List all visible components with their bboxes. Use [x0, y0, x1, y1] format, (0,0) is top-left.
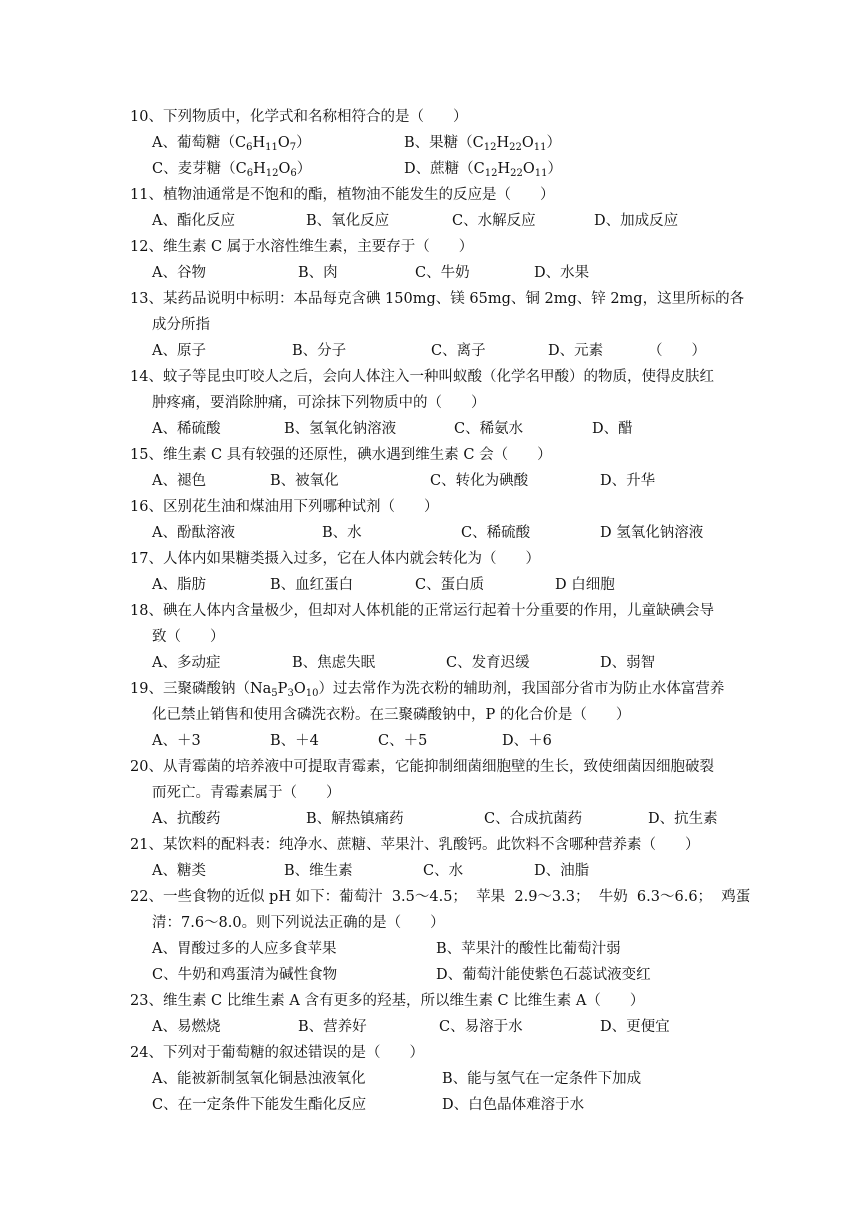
question-10-option-d: D、蔗糖$(C_{12}H_{22}O_{11})$ [404, 161, 562, 179]
question-14-option-d: D、醋 [592, 421, 633, 437]
question-15-option-c: C、转化为碘酸 [430, 473, 529, 489]
question-21-option-a: A、糖类 [152, 863, 206, 879]
question-10-option-a: A、葡萄糖$(C_6H_{11}O_7)$ [152, 135, 311, 153]
question-11-option-d: D、加成反应 [594, 213, 679, 229]
question-19-option-d: D、＋6 [502, 733, 552, 749]
question-16-option-b: B、水 [322, 525, 362, 541]
question-13-answer-blank: （ ） [648, 343, 706, 359]
question-13-option-d: D、元素 [548, 343, 604, 359]
question-17-stem: 17、人体内如果糖类摄入过多，它在人体内就会转化为（ ） [130, 551, 540, 567]
question-23-option-b: B、营养好 [298, 1019, 367, 1035]
question-13-option-b: B、分子 [292, 343, 347, 359]
question-12-stem: 12、维生素 C 属于水溶性维生素，主要存于（ ） [130, 239, 474, 255]
question-19-option-c: C、＋5 [378, 733, 428, 749]
question-21-stem: 21、某饮料的配料表：纯净水、蔗糖、苹果汁、乳酸钙。此饮料不含哪种营养素（ ） [130, 837, 700, 853]
question-20-stem-cont: 而死亡。青霉素属于（ ） [152, 785, 341, 801]
question-20-stem: 20、从青霉菌的培养液中可提取青霉素，它能抑制细菌细胞壁的生长，致使细菌因细胞破裂 [130, 759, 714, 775]
question-17-option-d: D 白细胞 [555, 577, 615, 593]
question-23-option-d: D、更便宜 [600, 1019, 670, 1035]
question-23-stem: 23、维生素 C 比维生素 A 含有更多的羟基，所以维生素 C 比维生素 A（ ） [130, 993, 645, 1009]
question-18-option-a: A、多动症 [152, 655, 221, 671]
question-18-option-b: B、焦虑失眠 [292, 655, 376, 671]
question-17-option-c: C、蛋白质 [415, 577, 485, 593]
question-22-option-c: C、牛奶和鸡蛋清为碱性食物 [152, 967, 338, 983]
question-13-option-c: C、离子 [431, 343, 486, 359]
question-16-option-c: C、稀硫酸 [461, 525, 531, 541]
question-20-option-b: B、解热镇痛药 [306, 811, 404, 827]
question-10-option-b: B、果糖$(C_{12}H_{22}O_{11})$ [404, 135, 561, 153]
question-14-stem-cont: 肿疼痛，要消除肿痛，可涂抹下列物质中的（ ） [152, 395, 486, 411]
question-12-option-c: C、牛奶 [415, 265, 470, 281]
question-19-option-a: A、＋3 [152, 733, 201, 749]
question-19-option-b: B、＋4 [270, 733, 319, 749]
question-22-stem: 22、一些食物的近似 pH 如下：葡萄汁 3.5～4.5； 苹果 2.9～3.3； 牛奶 6.3～6.6； 鸡蛋 [130, 889, 751, 905]
question-16-option-d: D 氢氧化钠溶液 [600, 525, 704, 541]
question-21-option-d: D、油脂 [534, 863, 590, 879]
question-21-option-b: B、维生素 [284, 863, 353, 879]
question-22-option-d: D、葡萄汁能使紫色石蕊试液变红 [436, 967, 651, 983]
question-22-stem-cont: 清：7.6～8.0。则下列说法正确的是（ ） [152, 915, 445, 931]
question-14-option-c: C、稀氨水 [454, 421, 524, 437]
question-13-option-a: A、原子 [152, 343, 206, 359]
question-10-option-c: C、麦芽糖$(C_6H_{12}O_6)$ [152, 161, 312, 179]
question-16-option-a: A、酚酞溶液 [152, 525, 235, 541]
question-19-stem-cont: 化已禁止销售和使用含磷洗衣粉。在三聚磷酸钠中，P 的化合价是（ ） [152, 707, 631, 723]
question-10-stem: 10、下列物质中，化学式和名称相符合的是（ ） [130, 109, 468, 125]
question-14-option-a: A、稀硫酸 [152, 421, 221, 437]
question-18-option-c: C、发育迟缓 [446, 655, 530, 671]
question-11-option-a: A、酯化反应 [152, 213, 235, 229]
question-12-option-a: A、谷物 [152, 265, 206, 281]
question-24-option-b: B、能与氢气在一定条件下加成 [442, 1071, 642, 1087]
question-20-option-d: D、抗生素 [648, 811, 718, 827]
question-17-option-b: B、血红蛋白 [270, 577, 354, 593]
question-20-option-a: A、抗酸药 [152, 811, 221, 827]
question-22-option-a: A、胃酸过多的人应多食苹果 [152, 941, 337, 957]
question-13-stem: 13、某药品说明中标明：本品每克含碘 150mg、镁 65mg、铜 2mg、锌 2mg，这里所标的各 [130, 291, 745, 307]
question-14-stem: 14、蚊子等昆虫叮咬人之后，会向人体注入一种叫蚁酸（化学名甲酸）的物质，使得皮肤红 [130, 369, 714, 385]
question-24-option-d: D、白色晶体难溶于水 [442, 1097, 585, 1113]
question-24-option-c: C、在一定条件下能发生酯化反应 [152, 1097, 367, 1113]
question-18-stem: 18、碘在人体内含量极少，但却对人体机能的正常运行起着十分重要的作用，儿童缺碘会导 [130, 603, 714, 619]
question-15-option-d: D、升华 [600, 473, 656, 489]
question-11-option-b: B、氧化反应 [306, 213, 390, 229]
question-23-option-a: A、易燃烧 [152, 1019, 221, 1035]
question-12-option-d: D、水果 [534, 265, 590, 281]
question-22-option-b: B、苹果汁的酸性比葡萄汁弱 [436, 941, 621, 957]
question-15-option-a: A、褪色 [152, 473, 206, 489]
question-20-option-c: C、合成抗菌药 [484, 811, 583, 827]
question-18-stem-cont: 致（ ） [152, 629, 225, 645]
question-14-option-b: B、氢氧化钠溶液 [284, 421, 397, 437]
question-12-option-b: B、肉 [298, 265, 338, 281]
question-24-stem: 24、下列对于葡萄糖的叙述错误的是（ ） [130, 1045, 424, 1061]
question-18-option-d: D、弱智 [600, 655, 656, 671]
question-17-option-a: A、脂肪 [152, 577, 206, 593]
question-11-stem: 11、植物油通常是不饱和的酯，植物油不能发生的反应是（ ） [130, 187, 555, 203]
question-21-option-c: C、水 [423, 863, 464, 879]
question-13-stem-cont: 成分所指 [152, 317, 210, 333]
question-11-option-c: C、水解反应 [452, 213, 536, 229]
question-16-stem: 16、区别花生油和煤油用下列哪种试剂（ ） [130, 499, 439, 515]
question-23-option-c: C、易溶于水 [439, 1019, 523, 1035]
question-15-stem: 15、维生素 C 具有较强的还原性，碘水遇到维生素 C 会（ ） [130, 447, 552, 463]
question-19-stem: 19、三聚磷酸钠$(Na_5P_3O_{10})$过去常作为洗衣粉的辅助剂，我国部分省市为防止水体富营养 [130, 681, 725, 699]
question-24-option-a: A、能被新制氢氧化铜悬浊液氧化 [152, 1071, 366, 1087]
question-15-option-b: B、被氧化 [270, 473, 339, 489]
